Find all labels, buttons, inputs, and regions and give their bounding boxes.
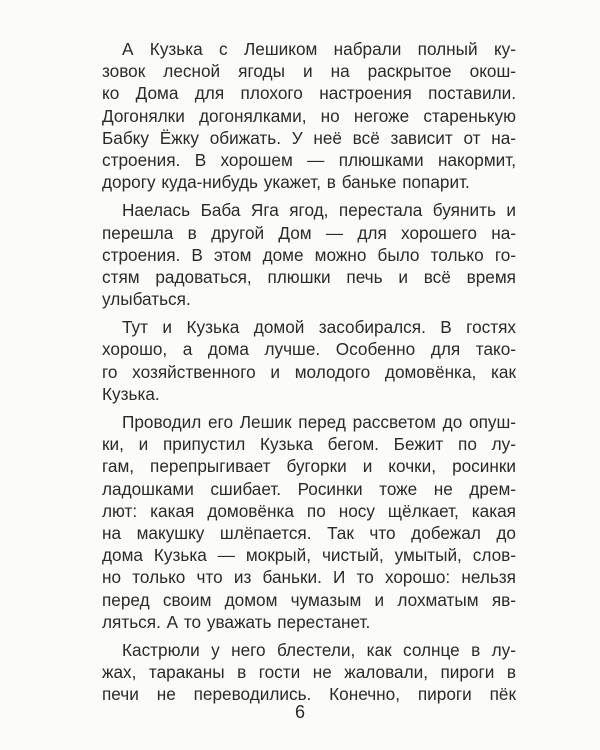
paragraph: [102, 316, 516, 405]
text-line: Тут и Кузька домой засобирался. В гостях: [122, 317, 516, 338]
paragraph: [102, 38, 516, 193]
text-line: зовок лесной ягоды и на раскрытое окош-: [102, 61, 516, 82]
text-line: го хозяйственного и молодого домовёнка, как: [102, 361, 516, 382]
text-line: гам, перепрыгивает бугорки и кочки, росинки: [102, 456, 516, 477]
text-line: но только что из баньки. И то хорошо: нельзя: [102, 567, 516, 588]
text-line: ки, и припустил Кузька бегом. Бежит по лу-: [102, 434, 516, 455]
text-line: Кузька.: [102, 383, 160, 404]
text-line: ладошками сшибает. Росинки тоже не дрем-: [102, 478, 516, 499]
text-line: перед своим домом чумазым и лохматым яв-: [102, 589, 516, 610]
text-line: Проводил его Лешик перед рассветом до опуш-: [122, 412, 516, 432]
paragraph: [102, 639, 516, 706]
paragraph: [102, 199, 516, 310]
text-line: перешла в другой Дом — для хорошего на-: [102, 222, 516, 243]
text-line: дорогу куда-нибудь укажет, в баньке попарит.: [102, 172, 470, 193]
text-line: Кастрюли у него блестели, как солнце в лу-: [122, 639, 516, 660]
text-line: Наелась Баба Яга ягод, перестала буянить и: [122, 200, 516, 221]
text-line: строения. В хорошем — плюшками накормит,: [102, 149, 516, 170]
text-line: улыбаться.: [102, 289, 191, 310]
text-line: жах, тараканы в гости не жаловали, пироги в: [102, 662, 516, 683]
text-line: строения. В этом доме можно было только го-: [102, 244, 516, 265]
text-line: стям радоваться, плюшки печь и всё время: [102, 266, 516, 287]
text-line: печи не переводились. Конечно, пироги пёк: [102, 684, 516, 705]
text-line: дома Кузька — мокрый, чистый, умытый, слов-: [102, 545, 516, 566]
paragraph: [102, 411, 516, 633]
page-body-text: [102, 38, 516, 711]
text-line: лют: какая домовёнка по носу щёлкает, какая: [102, 500, 516, 521]
text-line: А Кузька с Лешиком набрали полный ку-: [122, 39, 516, 59]
text-line: Догонялки догонялками, но негоже старенькую: [102, 105, 516, 126]
text-line: Бабку Ёжку обижать. У неё всё зависит от на-: [102, 127, 516, 148]
text-line: ко Дома для плохого настроения поставили.: [102, 83, 516, 104]
text-line: ляться. А то уважать перестанет.: [102, 611, 371, 632]
text-line: хорошо, а дома лучше. Особенно для тако-: [102, 339, 516, 360]
page-number: 6: [294, 702, 305, 722]
text-line: на макушку шлёпается. Так что добежал до: [102, 522, 516, 543]
